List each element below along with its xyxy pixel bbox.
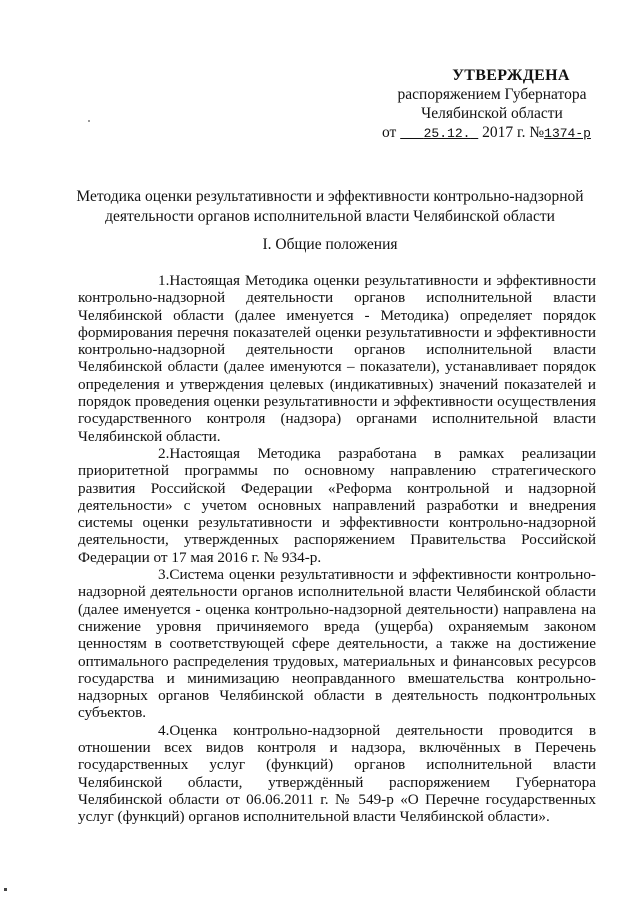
approval-line-2: Челябинской области — [421, 105, 563, 122]
paragraph-text: Система оценки результативности и эффективности контрольно-надзорной деятельности органов исполнительной власти Челябинской области (далее именуется - оценка контрольно-надзорной деятельности) направлена на снижение уровня причиняемого вреда (ущерба) охраняемым законом ценностям в соответствующей сфере деятельности, а также на достижение оптимального распределения трудовых, материальных и финансовых ресурсов государства и минимизацию неоправданного вмешательства контрольно-надзорных органов Челябинской области в деятельность подконтрольных субъектов. — [78, 566, 596, 722]
approval-title: УТВЕРЖДЕНА — [452, 67, 570, 84]
paragraph — [78, 566, 596, 722]
approval-date: 25.12. — [423, 126, 471, 141]
document-title-line-2: деятельности органов исполнительной власти Челябинской области — [105, 208, 555, 225]
paragraph-number: 3. — [158, 566, 170, 584]
approval-date-line — [372, 123, 612, 143]
approval-stamp — [372, 66, 612, 143]
document-title-line-1: Методика оценки результативности и эффективности контрольно-надзорной — [76, 188, 584, 205]
paragraph-text: Настоящая Методика оценки результативности и эффективности контрольно-надзорной деятельности органов исполнительной власти Челябинской области (далее именуется - Методика) определяет порядок формирования перечня показателей оценки результативности и эффективности контрольно-надзорной деятельности органов исполнительной власти Челябинской области (далее именуются – показатели), устанавливает порядок определения и утверждения целевых (индикативных) значений показателей и порядок проведения оценки результативности и эффективности осуществления государственного контроля (надзора) органами исполнительной власти Челябинской области. — [78, 272, 596, 445]
paragraph-number: 1. — [158, 272, 170, 289]
document-body — [78, 272, 596, 826]
paragraph — [78, 272, 596, 445]
approval-prefix: от — [382, 124, 397, 141]
paragraph-text: Настоящая Методика разработана в рамках реализации приоритетной программы по основному направлению стратегического развития Российской Федерации «Реформа контрольной и надзорной деятельности» с учетом основных направлений разработки и внедрения системы оценки результативности и эффективности контрольно-надзорной деятельности, утвержденных распоряжением Правительства Российской Федерации от 17 мая 2016 г. № 934-р. — [78, 444, 596, 566]
paragraph — [78, 722, 596, 826]
paragraph-number: 4. — [158, 721, 170, 739]
scan-dot — [88, 120, 90, 122]
document-title — [70, 187, 590, 227]
section-heading: I. Общие положения — [262, 236, 398, 253]
paragraph-number: 2. — [158, 444, 170, 462]
paragraph — [78, 445, 596, 566]
approval-year: 2017 г. № — [482, 124, 545, 141]
approval-number: 1374-р — [544, 126, 591, 141]
scan-edge-mark — [4, 888, 7, 891]
approval-line-1: распоряжением Губернатора — [397, 86, 587, 103]
paragraph-text: Оценка контрольно-надзорной деятельности проводится в отношении всех видов контроля и надзора, включённых в Перечень государственных услуг (функций) органов исполнительной власти Челябинской области, утверждённый распоряжением Губернатора Челябинской области от 06.06.2011 г. № 549-р «О Перечне государственных услуг (функций) органов исполнительной власти Челябинской области». — [78, 721, 596, 826]
